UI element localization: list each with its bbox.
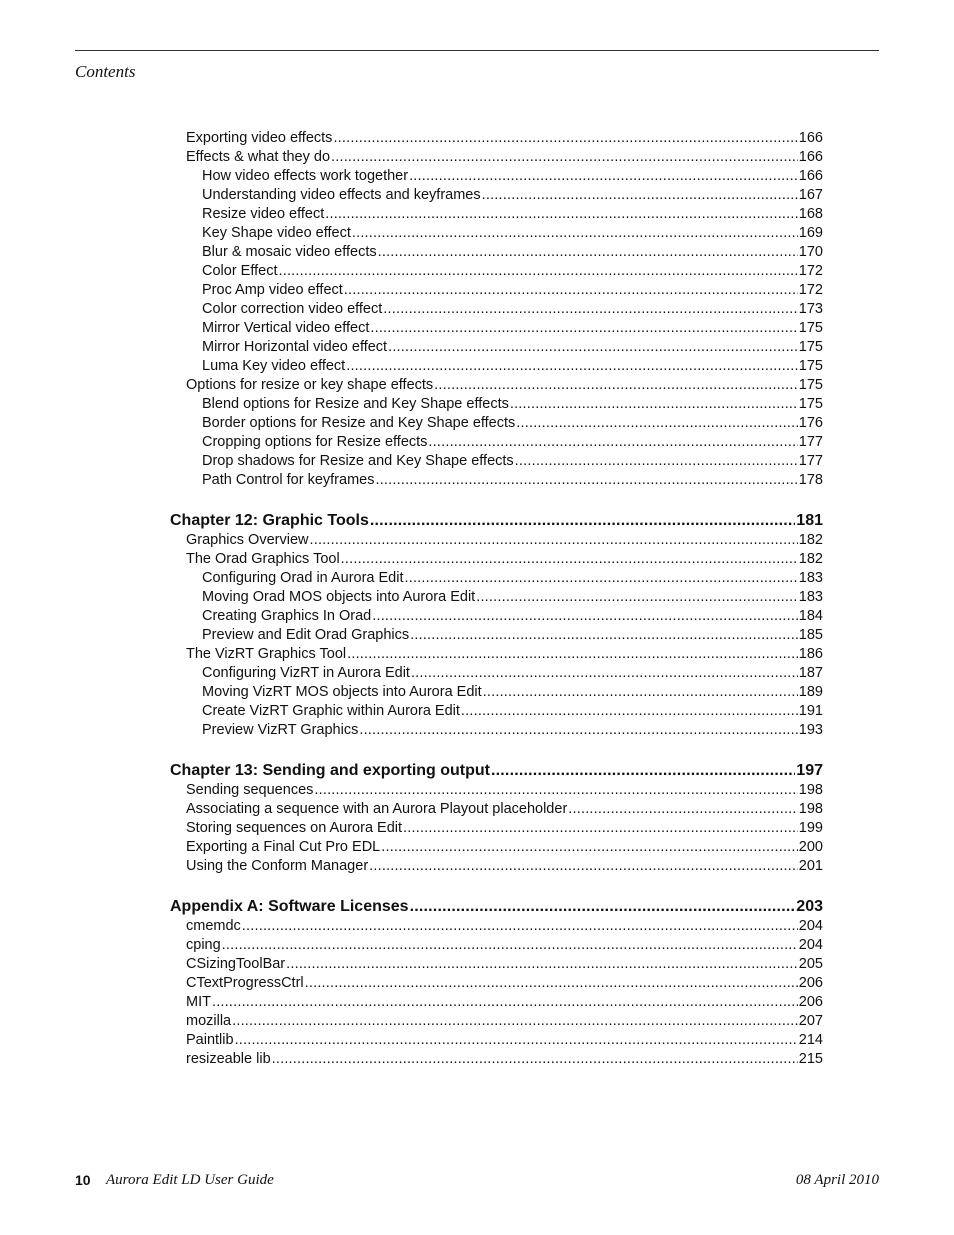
toc-entry-title: Sending sequences [186,782,314,798]
toc-entry[interactable] [170,129,823,148]
toc-entry-page: 173 [798,301,823,317]
toc-entry-title: Create VizRT Graphic within Aurora Edit [202,703,460,719]
toc-entry[interactable] [170,414,823,433]
toc-entry-title: Chapter 12: Graphic Tools [170,512,369,529]
toc-entry[interactable] [170,357,823,376]
toc-entry[interactable] [170,974,823,993]
toc-entry-title: Appendix A: Software Licenses [170,898,409,915]
dot-leader [212,993,798,1012]
dot-leader [286,955,798,974]
toc-entry-page: 198 [798,782,823,798]
header-rule [75,50,879,51]
toc-entry-title: Preview and Edit Orad Graphics [202,627,410,643]
toc-entry[interactable] [170,800,823,819]
dot-leader [222,936,798,955]
toc-entry-title: Blend options for Resize and Key Shape effects [202,396,509,412]
toc-entry[interactable] [170,452,823,471]
toc-entry[interactable] [170,167,823,186]
dot-leader [410,626,798,645]
toc-entry-page: 182 [798,551,823,567]
toc-entry[interactable] [170,626,823,645]
dot-leader [568,800,798,819]
toc-entry-page: 186 [798,646,823,662]
toc-entry[interactable] [170,433,823,452]
dot-leader [305,974,798,993]
dot-leader [309,531,797,550]
toc-entry-title: Paintlib [186,1032,234,1048]
toc-entry[interactable] [170,683,823,702]
toc-entry[interactable] [170,819,823,838]
toc-entry-page: 184 [798,608,823,624]
toc-entry-page: 215 [798,1051,823,1067]
toc-entry-page: 177 [798,434,823,450]
dot-leader [372,607,798,626]
dot-leader [510,395,798,414]
dot-leader [272,1050,798,1069]
toc-entry-title: Mirror Vertical video effect [202,320,370,336]
dot-leader [405,569,798,588]
toc-entry[interactable] [170,993,823,1012]
toc-entry-page: 187 [798,665,823,681]
dot-leader [515,452,798,471]
dot-leader [403,819,798,838]
toc-entry-title: Color Effect [202,263,278,279]
toc-entry-page: 197 [796,762,823,779]
toc-entry[interactable] [170,550,823,569]
toc-entry-page: 206 [798,994,823,1010]
toc-entry-page: 182 [798,532,823,548]
toc-entry[interactable] [170,148,823,167]
toc-entry-page: 178 [798,472,823,488]
toc-entry-page: 206 [798,975,823,991]
toc-entry-page: 172 [798,263,823,279]
toc-entry-page: 166 [798,149,823,165]
toc-entry-page: 175 [798,339,823,355]
toc-entry-title: Exporting video effects [186,130,333,146]
toc-entry-page: 168 [798,206,823,222]
dot-leader [388,338,798,357]
toc-entry-page: 189 [798,684,823,700]
dot-leader [411,664,798,683]
dot-leader [279,262,798,281]
toc-entry-page: 204 [798,937,823,953]
toc-entry-title: Moving Orad MOS objects into Aurora Edit [202,589,476,605]
dot-leader [232,1012,798,1031]
dot-leader [341,550,798,569]
toc-entry-title: Key Shape video effect [202,225,351,241]
toc-entry-page: 185 [798,627,823,643]
dot-leader [359,721,797,740]
toc-entry-page: 214 [798,1032,823,1048]
dot-leader [428,433,797,452]
toc-entry-title: Creating Graphics In Orad [202,608,372,624]
toc-entry-page: 199 [798,820,823,836]
toc-entry[interactable] [170,243,823,262]
toc-entry[interactable] [170,531,823,550]
dot-leader [482,186,798,205]
dot-leader [409,167,798,186]
dot-leader [410,897,796,917]
toc-entry-page: 200 [798,839,823,855]
toc-entry-title: Using the Conform Manager [186,858,369,874]
toc-entry-title: Mirror Horizontal video effect [202,339,388,355]
toc-entry[interactable] [170,262,823,281]
toc-entry-page: 191 [798,703,823,719]
toc-entry-page: 207 [798,1013,823,1029]
toc-entry-page: 181 [796,512,823,529]
toc-entry-title: Proc Amp video effect [202,282,343,298]
running-head: Contents [75,62,136,81]
toc-entry-page: 177 [798,453,823,469]
toc-entry-title: How video effects work together [202,168,409,184]
dot-leader [352,224,798,243]
toc-entry[interactable] [170,955,823,974]
toc-entry-title: Configuring VizRT in Aurora Edit [202,665,410,681]
toc-entry-page: 170 [798,244,823,260]
page-number: 10 [75,1172,91,1188]
toc-entry-title: Drop shadows for Resize and Key Shape effects [202,453,514,469]
dot-leader [347,645,798,664]
toc-entry-title: Storing sequences on Aurora Edit [186,820,403,836]
toc-entry[interactable] [170,781,823,800]
toc-entry-title: Path Control for keyframes [202,472,375,488]
toc-entry-title: Luma Key video effect [202,358,346,374]
toc-entry-title: The VizRT Graphics Tool [186,646,347,662]
toc-entry-page: 166 [798,130,823,146]
table-of-contents [170,129,823,1069]
toc-entry[interactable] [170,1012,823,1031]
dot-leader [476,588,798,607]
dot-leader [370,319,797,338]
dot-leader [235,1031,798,1050]
toc-chapter-heading[interactable] [170,897,823,917]
toc-entry[interactable] [170,917,823,936]
dot-leader [375,471,797,490]
dot-leader [325,205,798,224]
toc-entry[interactable] [170,205,823,224]
dot-leader [491,761,795,781]
toc-entry[interactable] [170,471,823,490]
toc-entry-title: The Orad Graphics Tool [186,551,340,567]
toc-entry-title: CSizingToolBar [186,956,286,972]
toc-entry-page: 193 [798,722,823,738]
toc-entry[interactable] [170,395,823,414]
toc-entry-title: Graphics Overview [186,532,309,548]
dot-leader [483,683,798,702]
dot-leader [461,702,798,721]
toc-entry-title: CTextProgressCtrl [186,975,304,991]
toc-entry[interactable] [170,300,823,319]
dot-leader [331,148,798,167]
toc-entry[interactable] [170,857,823,876]
toc-entry[interactable] [170,281,823,300]
dot-leader [333,129,797,148]
toc-entry[interactable] [170,721,823,740]
toc-entry-title: mozilla [186,1013,232,1029]
guide-title: Aurora Edit LD User Guide [106,1172,274,1188]
toc-entry[interactable] [170,1031,823,1050]
toc-entry[interactable] [170,702,823,721]
dot-leader [242,917,798,936]
toc-entry-page: 198 [798,801,823,817]
toc-entry-page: 175 [798,320,823,336]
toc-entry-title: Cropping options for Resize effects [202,434,428,450]
dot-leader [516,414,798,433]
toc-entry[interactable] [170,186,823,205]
toc-entry-page: 205 [798,956,823,972]
toc-entry-page: 183 [798,589,823,605]
toc-chapter-heading[interactable] [170,761,823,781]
toc-entry[interactable] [170,588,823,607]
dot-leader [370,511,795,531]
toc-entry[interactable] [170,936,823,955]
toc-entry-page: 169 [798,225,823,241]
toc-entry-title: Preview VizRT Graphics [202,722,359,738]
toc-section [170,511,823,740]
toc-chapter-heading[interactable] [170,511,823,531]
toc-entry-page: 176 [798,415,823,431]
toc-section [170,897,823,1069]
dot-leader [344,281,798,300]
dot-leader [378,243,798,262]
dot-leader [383,300,798,319]
dot-leader [346,357,798,376]
toc-entry-title: Exporting a Final Cut Pro EDL [186,839,381,855]
toc-entry-page: 172 [798,282,823,298]
toc-entry-page: 204 [798,918,823,934]
toc-entry-title: resizeable lib [186,1051,271,1067]
toc-entry[interactable] [170,607,823,626]
publication-date: 08 April 2010 [795,1172,879,1188]
toc-entry-page: 167 [798,187,823,203]
toc-entry-page: 175 [798,396,823,412]
toc-entry[interactable] [170,376,823,395]
toc-entry-title: cmemdc [186,918,241,934]
toc-entry[interactable] [170,1050,823,1069]
toc-entry-title: MIT [186,994,211,1010]
toc-entry-title: Understanding video effects and keyframes [202,187,481,203]
toc-entry-page: 175 [798,358,823,374]
toc-entry[interactable] [170,319,823,338]
toc-entry-page: 175 [798,377,823,393]
toc-entry-page: 166 [798,168,823,184]
dot-leader [381,838,798,857]
dot-leader [369,857,798,876]
toc-entry[interactable] [170,224,823,243]
dot-leader [434,376,798,395]
toc-entry[interactable] [170,338,823,357]
toc-section [170,129,823,490]
toc-entry-title: Effects & what they do [186,149,331,165]
toc-entry-title: Color correction video effect [202,301,383,317]
toc-entry-title: Options for resize or key shape effects [186,377,434,393]
toc-entry[interactable] [170,569,823,588]
toc-entry-page: 201 [798,858,823,874]
toc-entry-page: 203 [796,898,823,915]
toc-entry-page: 183 [798,570,823,586]
toc-section [170,761,823,876]
toc-entry-title: cping [186,937,221,953]
toc-entry[interactable] [170,838,823,857]
toc-entry-title: Configuring Orad in Aurora Edit [202,570,404,586]
toc-entry-title: Chapter 13: Sending and exporting output [170,762,490,779]
toc-entry-title: Associating a sequence with an Aurora Playout placeholder [186,801,568,817]
toc-entry-title: Border options for Resize and Key Shape effects [202,415,516,431]
toc-entry[interactable] [170,645,823,664]
toc-entry-title: Blur & mosaic video effects [202,244,377,260]
dot-leader [314,781,797,800]
toc-entry[interactable] [170,664,823,683]
toc-entry-title: Moving VizRT MOS objects into Aurora Edit [202,684,482,700]
toc-entry-title: Resize video effect [202,206,325,222]
